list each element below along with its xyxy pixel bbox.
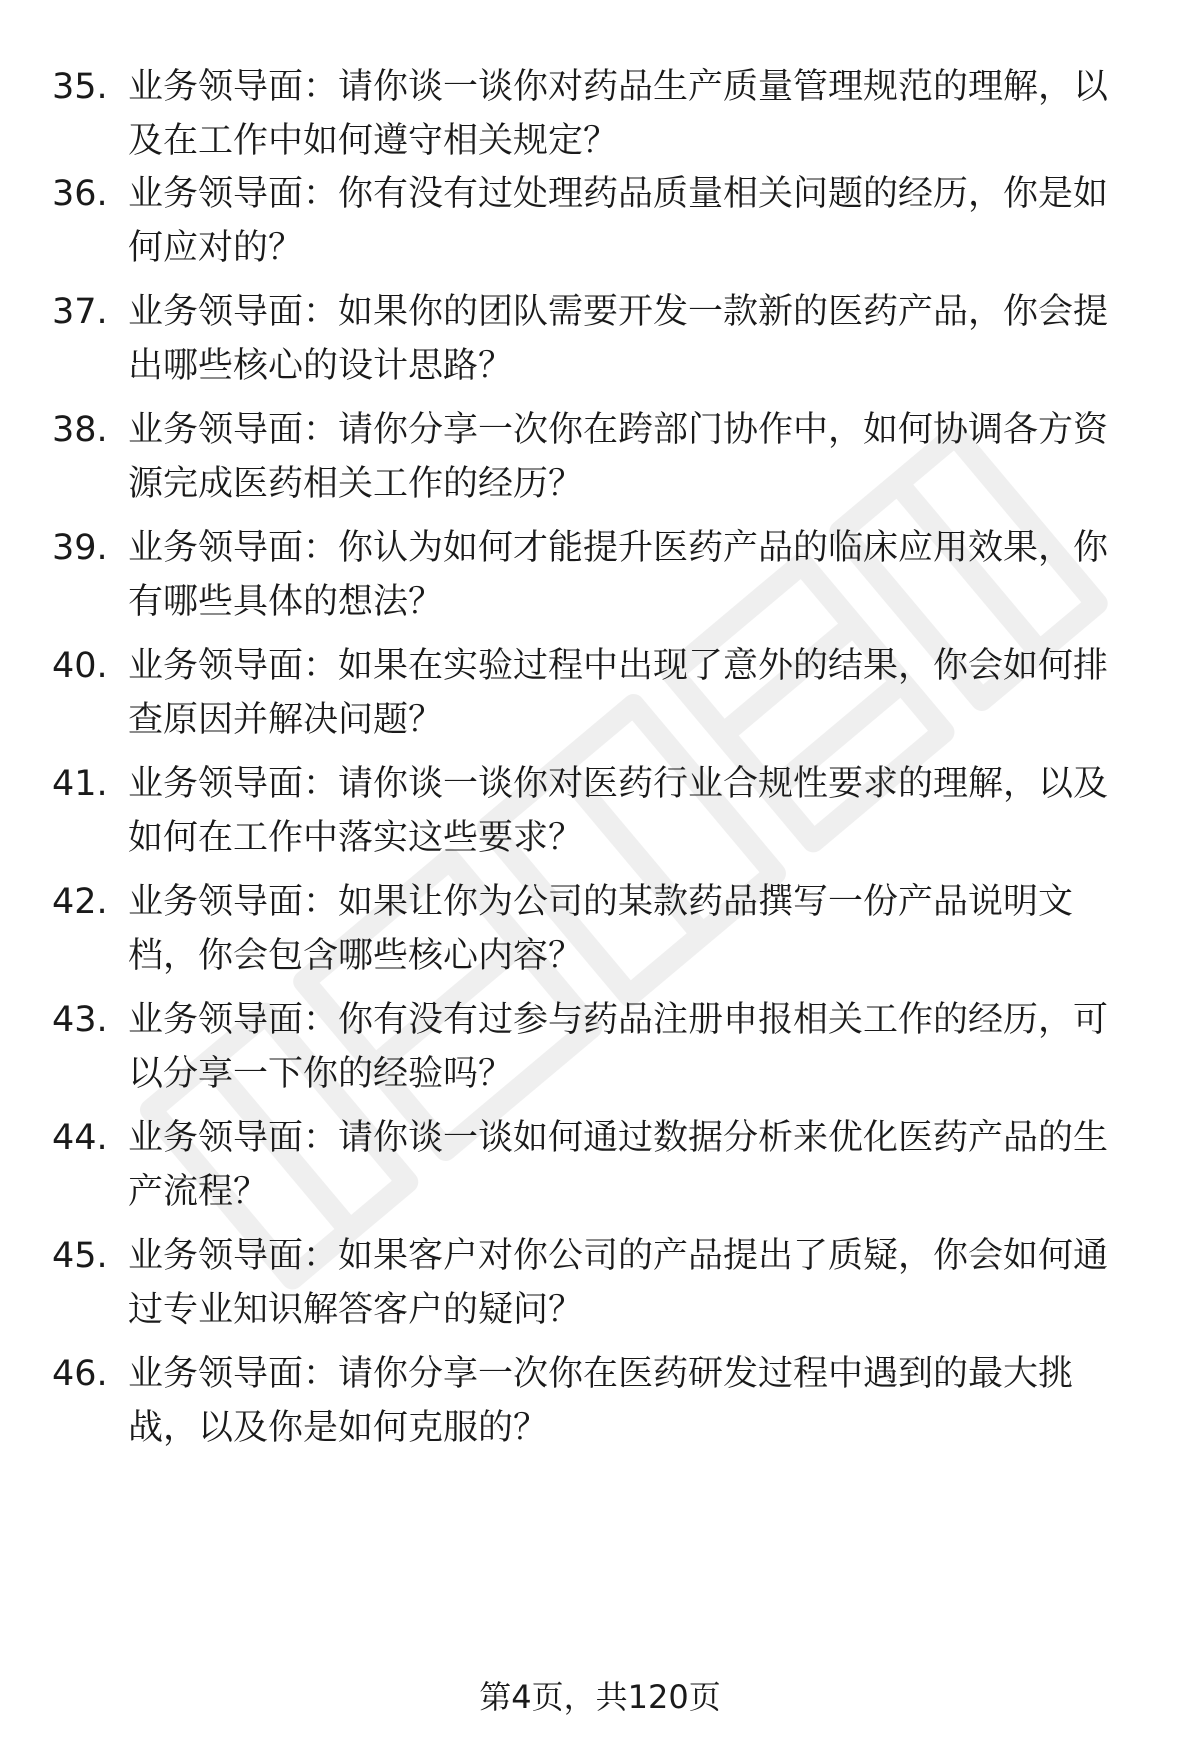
list-item [0, 1347, 1200, 1457]
list-item [0, 167, 1200, 277]
question-text-line: 出哪些核心的设计思路？ [128, 346, 514, 386]
list-item [0, 60, 1200, 170]
question-text-line: 以分享一下你的经验吗？ [128, 1054, 514, 1094]
question-text-line: 业务领导面：如果在实验过程中出现了意外的结果，你会如何排 [128, 646, 1109, 686]
question-number: 35. [52, 67, 108, 107]
question-number: 43. [52, 1000, 108, 1040]
question-text-line: 业务领导面：请你分享一次你在跨部门协作中，如何协调各方资 [128, 410, 1109, 450]
question-text-line: 业务领导面：请你谈一谈你对药品生产质量管理规范的理解，以 [128, 67, 1109, 107]
question-text-line: 档，你会包含哪些核心内容？ [128, 936, 584, 976]
question-text-line: 何应对的？ [128, 228, 304, 268]
question-text-line: 业务领导面：如果让你为公司的某款药品撰写一份产品说明文 [128, 882, 1074, 922]
page-number-footer: 第4页，共120页 [479, 1678, 721, 1716]
list-item [0, 639, 1200, 749]
question-number: 37. [52, 292, 108, 332]
question-text-line: 过专业知识解答客户的疑问？ [128, 1290, 584, 1330]
question-text-line: 业务领导面：请你分享一次你在医药研发过程中遇到的最大挑 [128, 1354, 1074, 1394]
question-text-line: 及在工作中如何遵守相关规定？ [128, 121, 619, 161]
question-text-line: 战，以及你是如何克服的？ [128, 1408, 549, 1448]
list-item [0, 875, 1200, 985]
question-text-line: 业务领导面：如果你的团队需要开发一款新的医药产品，你会提 [128, 292, 1109, 332]
question-number: 40. [52, 646, 108, 686]
list-item [0, 993, 1200, 1103]
list-item [0, 1111, 1200, 1221]
question-text-line: 源完成医药相关工作的经历？ [128, 464, 584, 504]
question-number: 45. [52, 1236, 108, 1276]
question-number: 46. [52, 1354, 108, 1394]
list-item [0, 403, 1200, 513]
question-text-line: 如何在工作中落实这些要求？ [128, 818, 584, 858]
question-text-line: 业务领导面：你有没有过参与药品注册申报相关工作的经历，可 [128, 1000, 1109, 1040]
question-text-line: 业务领导面：请你谈一谈你对医药行业合规性要求的理解，以及 [128, 764, 1109, 804]
question-text-line: 有哪些具体的想法？ [128, 582, 444, 622]
question-text-line: 查原因并解决问题？ [128, 700, 444, 740]
question-number: 38. [52, 410, 108, 450]
list-item [0, 757, 1200, 867]
question-text-line: 业务领导面：如果客户对你公司的产品提出了质疑，你会如何通 [128, 1236, 1109, 1276]
question-text-line: 业务领导面：你有没有过处理药品质量相关问题的经历，你是如 [128, 174, 1109, 214]
question-text-line: 产流程？ [128, 1172, 269, 1212]
question-number: 41. [52, 764, 108, 804]
question-number: 36. [52, 174, 108, 214]
list-item [0, 521, 1200, 631]
list-item [0, 1229, 1200, 1339]
question-number: 44. [52, 1118, 108, 1158]
question-number: 39. [52, 528, 108, 568]
question-text-line: 业务领导面：你认为如何才能提升医药产品的临床应用效果，你 [128, 528, 1109, 568]
list-item [0, 285, 1200, 395]
question-text-line: 业务领导面：请你谈一谈如何通过数据分析来优化医药产品的生 [128, 1118, 1109, 1158]
question-number: 42. [52, 882, 108, 922]
